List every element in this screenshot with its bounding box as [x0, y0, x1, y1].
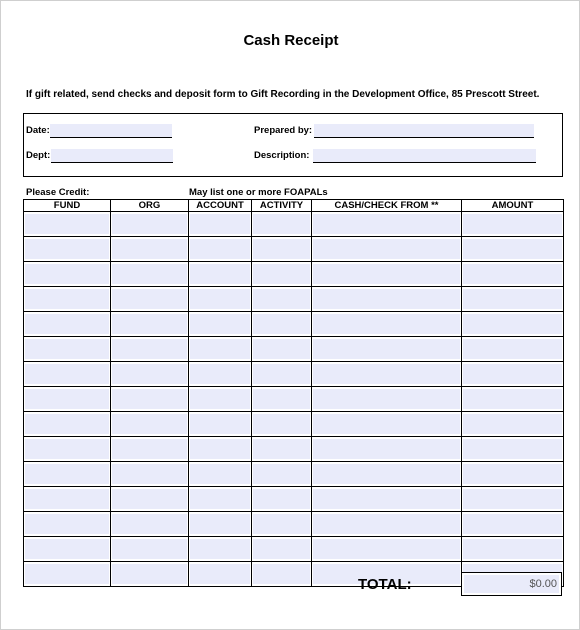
table-cell-fund [24, 262, 111, 287]
table-cell-cash-check-from [312, 237, 462, 262]
table-cell-fund [24, 312, 111, 337]
table-cell-org [111, 212, 189, 237]
fund-input[interactable] [25, 464, 109, 484]
org-input[interactable] [112, 239, 187, 259]
org-input[interactable] [112, 289, 187, 309]
table-cell-cash-check-from [312, 362, 462, 387]
fund-input[interactable] [25, 339, 109, 359]
table-row [24, 437, 564, 462]
cash-check-from-input[interactable] [313, 364, 460, 384]
table-cell-cash-check-from [312, 337, 462, 362]
dept-label: Dept: [26, 150, 51, 161]
column-header-cash-check-from: CASH/CHECK FROM ** [312, 200, 462, 212]
table-row [24, 387, 564, 412]
table-row [24, 312, 564, 337]
table-cell-fund [24, 512, 111, 537]
amount-input[interactable] [463, 439, 562, 459]
table-cell-amount [462, 262, 564, 287]
table-body [24, 212, 564, 587]
table-cell-amount [462, 437, 564, 462]
org-input[interactable] [112, 564, 187, 584]
prepared-by-label: Prepared by: [254, 125, 313, 136]
table-cell-org [111, 437, 189, 462]
cash-check-from-input[interactable] [313, 314, 460, 334]
please-credit-label: Please Credit: [26, 187, 90, 198]
instructions-text: If gift related, send checks and deposit form to Gift Recording in the Development Office, 85 Prescott Street. [26, 89, 540, 100]
table-cell-account [189, 512, 252, 537]
table-cell-account [189, 287, 252, 312]
table-cell-cash-check-from [312, 212, 462, 237]
fund-input[interactable] [25, 414, 109, 434]
fund-input[interactable] [25, 539, 109, 559]
activity-input[interactable] [253, 464, 310, 484]
table-cell-activity [252, 437, 312, 462]
table-cell-amount [462, 312, 564, 337]
table-cell-activity [252, 512, 312, 537]
table-cell-activity [252, 262, 312, 287]
account-input[interactable] [190, 514, 250, 534]
table-cell-account [189, 237, 252, 262]
table-row [24, 412, 564, 437]
amount-input[interactable] [463, 514, 562, 534]
table-cell-cash-check-from [312, 387, 462, 412]
table-cell-activity [252, 562, 312, 587]
table-cell-activity [252, 487, 312, 512]
table-cell-org [111, 287, 189, 312]
table-cell-account [189, 462, 252, 487]
amount-input[interactable] [463, 539, 562, 559]
table-cell-cash-check-from [312, 287, 462, 312]
table-cell-cash-check-from [312, 437, 462, 462]
table-cell-cash-check-from [312, 537, 462, 562]
table-cell-org [111, 237, 189, 262]
table-cell-cash-check-from [312, 412, 462, 437]
cash-check-from-input[interactable] [313, 214, 460, 234]
table-cell-fund [24, 487, 111, 512]
activity-input[interactable] [253, 339, 310, 359]
table-cell-fund [24, 387, 111, 412]
table-cell-fund [24, 412, 111, 437]
org-input[interactable] [112, 514, 187, 534]
amount-input[interactable] [463, 264, 562, 284]
table-cell-org [111, 487, 189, 512]
fund-input[interactable] [25, 364, 109, 384]
table-cell-org [111, 387, 189, 412]
table-cell-amount [462, 462, 564, 487]
foapal-note: May list one or more FOAPALs [189, 187, 328, 198]
fund-input[interactable] [25, 514, 109, 534]
amount-input[interactable] [463, 389, 562, 409]
cash-check-from-input[interactable] [313, 489, 460, 509]
fund-input[interactable] [25, 314, 109, 334]
table-row [24, 337, 564, 362]
org-input[interactable] [112, 439, 187, 459]
table-cell-activity [252, 337, 312, 362]
cash-check-from-input[interactable] [313, 539, 460, 559]
table-row [24, 262, 564, 287]
amount-input[interactable] [463, 489, 562, 509]
amount-input[interactable] [463, 339, 562, 359]
org-input[interactable] [112, 489, 187, 509]
column-header-account: ACCOUNT [189, 200, 252, 212]
account-input[interactable] [190, 214, 250, 234]
table-cell-cash-check-from [312, 512, 462, 537]
account-input[interactable] [190, 289, 250, 309]
cash-check-from-input[interactable] [313, 239, 460, 259]
org-input[interactable] [112, 539, 187, 559]
amount-input[interactable] [463, 239, 562, 259]
fund-input[interactable] [25, 239, 109, 259]
table-cell-amount [462, 537, 564, 562]
table-cell-amount [462, 487, 564, 512]
account-input[interactable] [190, 239, 250, 259]
total-amount-field[interactable]: $0.00 [464, 575, 559, 593]
column-header-activity: ACTIVITY [252, 200, 312, 212]
column-header-amount: AMOUNT [462, 200, 564, 212]
account-input[interactable] [190, 439, 250, 459]
fund-input[interactable] [25, 439, 109, 459]
cash-check-from-input[interactable] [313, 439, 460, 459]
table-cell-account [189, 387, 252, 412]
amount-input[interactable] [463, 414, 562, 434]
account-input[interactable] [190, 264, 250, 284]
table-cell-activity [252, 412, 312, 437]
date-label: Date: [26, 125, 50, 136]
org-input[interactable] [112, 339, 187, 359]
account-input[interactable] [190, 414, 250, 434]
org-input[interactable] [112, 389, 187, 409]
prepared-by-field[interactable] [314, 124, 534, 138]
table-cell-account [189, 437, 252, 462]
table-cell-fund [24, 287, 111, 312]
table-cell-amount [462, 287, 564, 312]
fund-input[interactable] [25, 214, 109, 234]
org-input[interactable] [112, 264, 187, 284]
amount-input[interactable] [463, 214, 562, 234]
date-field[interactable] [50, 124, 172, 138]
cash-check-from-input[interactable] [313, 414, 460, 434]
cash-check-from-input[interactable] [313, 264, 460, 284]
column-header-org: ORG [111, 200, 189, 212]
table-cell-cash-check-from [312, 312, 462, 337]
activity-input[interactable] [253, 264, 310, 284]
table-cell-org [111, 462, 189, 487]
table-row [24, 512, 564, 537]
activity-input[interactable] [253, 414, 310, 434]
description-field[interactable] [313, 149, 536, 163]
org-input[interactable] [112, 214, 187, 234]
table-row [24, 362, 564, 387]
table-cell-activity [252, 462, 312, 487]
table-cell-fund [24, 462, 111, 487]
table-row [24, 462, 564, 487]
cash-check-from-input[interactable] [313, 514, 460, 534]
account-input[interactable] [190, 564, 250, 584]
foapal-table [23, 199, 564, 587]
org-input[interactable] [112, 314, 187, 334]
table-cell-activity [252, 237, 312, 262]
table-cell-account [189, 537, 252, 562]
cash-check-from-input[interactable] [313, 464, 460, 484]
table-cell-activity [252, 387, 312, 412]
table-cell-account [189, 412, 252, 437]
activity-input[interactable] [253, 564, 310, 584]
table-cell-cash-check-from [312, 462, 462, 487]
cash-check-from-input[interactable] [313, 339, 460, 359]
total-label: TOTAL: [358, 576, 412, 593]
table-cell-amount [462, 412, 564, 437]
fund-input[interactable] [25, 489, 109, 509]
table-cell-activity [252, 287, 312, 312]
table-cell-org [111, 362, 189, 387]
table-cell-amount [462, 212, 564, 237]
fund-input[interactable] [25, 289, 109, 309]
table-cell-activity [252, 212, 312, 237]
amount-input[interactable] [463, 364, 562, 384]
table-cell-amount [462, 387, 564, 412]
activity-input[interactable] [253, 239, 310, 259]
table-cell-activity [252, 312, 312, 337]
cash-check-from-input[interactable] [313, 389, 460, 409]
table-row [24, 487, 564, 512]
account-input[interactable] [190, 489, 250, 509]
activity-input[interactable] [253, 489, 310, 509]
activity-input[interactable] [253, 289, 310, 309]
table-cell-account [189, 337, 252, 362]
account-input[interactable] [190, 464, 250, 484]
table-cell-fund [24, 537, 111, 562]
table-cell-fund [24, 212, 111, 237]
table-cell-org [111, 262, 189, 287]
table-cell-amount [462, 337, 564, 362]
table-cell-org [111, 537, 189, 562]
activity-input[interactable] [253, 214, 310, 234]
org-input[interactable] [112, 414, 187, 434]
activity-input[interactable] [253, 389, 310, 409]
table-row [24, 212, 564, 237]
table-cell-cash-check-from [312, 487, 462, 512]
table-cell-account [189, 262, 252, 287]
table-cell-org [111, 562, 189, 587]
table-cell-account [189, 487, 252, 512]
table-cell-amount [462, 237, 564, 262]
table-cell-org [111, 337, 189, 362]
amount-input[interactable] [463, 289, 562, 309]
dept-field[interactable] [51, 149, 173, 163]
account-input[interactable] [190, 314, 250, 334]
fund-input[interactable] [25, 264, 109, 284]
table-cell-fund [24, 362, 111, 387]
table-cell-account [189, 312, 252, 337]
total-box [461, 572, 562, 596]
table-cell-fund [24, 337, 111, 362]
cash-check-from-input[interactable] [313, 289, 460, 309]
table-cell-cash-check-from [312, 262, 462, 287]
table-row [24, 287, 564, 312]
activity-input[interactable] [253, 514, 310, 534]
table-cell-amount [462, 362, 564, 387]
activity-input[interactable] [253, 364, 310, 384]
org-input[interactable] [112, 364, 187, 384]
table-row [24, 237, 564, 262]
table-row [24, 537, 564, 562]
fund-input[interactable] [25, 564, 109, 584]
table-cell-fund [24, 437, 111, 462]
table-cell-org [111, 412, 189, 437]
table-cell-org [111, 312, 189, 337]
table-cell-amount [462, 512, 564, 537]
fund-input[interactable] [25, 389, 109, 409]
activity-input[interactable] [253, 314, 310, 334]
amount-input[interactable] [463, 314, 562, 334]
account-input[interactable] [190, 364, 250, 384]
description-label: Description: [254, 150, 310, 161]
table-cell-fund [24, 237, 111, 262]
account-input[interactable] [190, 539, 250, 559]
amount-input[interactable] [463, 464, 562, 484]
table-cell-activity [252, 537, 312, 562]
table-cell-account [189, 362, 252, 387]
org-input[interactable] [112, 464, 187, 484]
activity-input[interactable] [253, 539, 310, 559]
header-info-box [23, 113, 563, 177]
table-header-row [24, 200, 564, 212]
table-cell-account [189, 212, 252, 237]
form-title: Cash Receipt [243, 32, 339, 49]
table-cell-org [111, 512, 189, 537]
table-cell-fund [24, 562, 111, 587]
column-header-fund: FUND [24, 200, 111, 212]
activity-input[interactable] [253, 439, 310, 459]
table-cell-account [189, 562, 252, 587]
table-cell-activity [252, 362, 312, 387]
account-input[interactable] [190, 389, 250, 409]
account-input[interactable] [190, 339, 250, 359]
